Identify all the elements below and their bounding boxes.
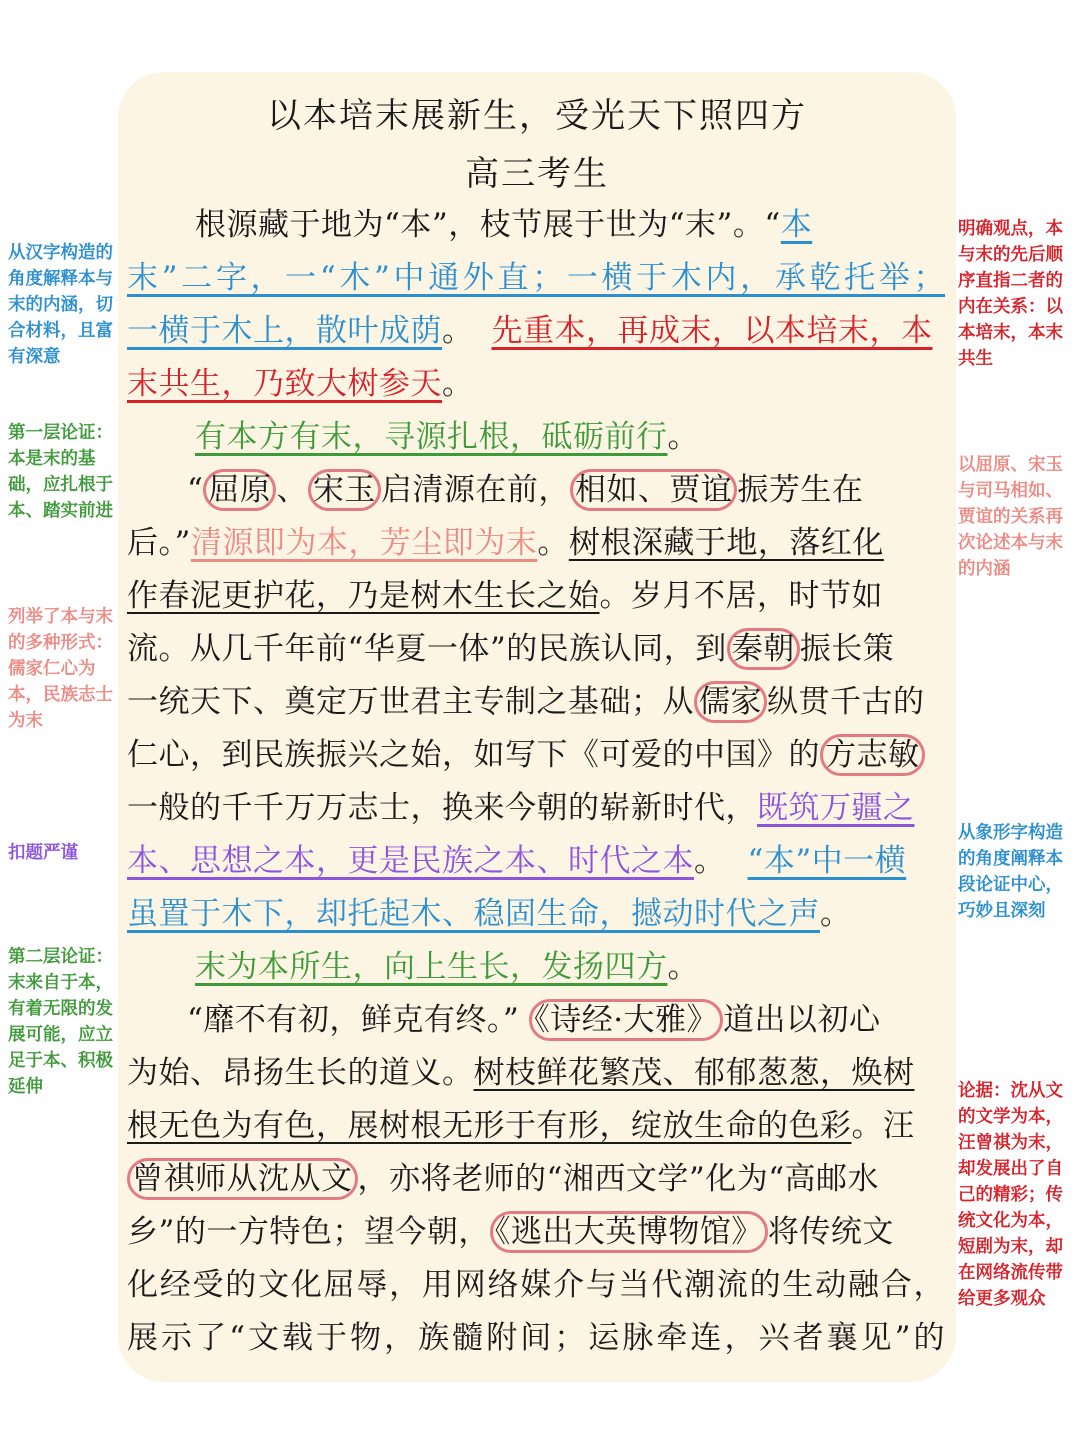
annotation-right: 论据：沈从文的文学为本，汪曾祺为末，却发展出了自己的精彩；传统文化为本，短剧为末，却在网络流传带给更多观众	[958, 1081, 1063, 1309]
annotation-left: 第二层论证：末来自于本，有着无限的发展可能，应立足于本、积极延伸	[8, 947, 113, 1097]
essay-line	[127, 1155, 945, 1203]
highlight-red: 末共生，乃致大树参天	[127, 366, 442, 402]
circled-title: 《逃出大英博物馆》	[490, 1211, 768, 1253]
highlight-blue: 虽置于木下，却托起木、稳固生命，撼动时代之声	[127, 896, 820, 932]
text-span: 一般的千千万万志士，换来今朝的崭新时代，	[127, 790, 757, 826]
text-span: 。岁月不居，时节如	[599, 578, 883, 614]
text-span: 。	[537, 525, 569, 561]
essay-line	[127, 890, 945, 938]
essay-line: 末”二字，一“木”中通外直；一横于木内，承乾托举；	[127, 260, 945, 296]
text-span: “靡不有初，鲜克有终。”	[187, 1002, 520, 1038]
circled-name: 儒家	[694, 681, 767, 723]
text-span: 、	[276, 472, 308, 508]
circled-name: 屈原	[203, 469, 276, 511]
essay-line	[127, 201, 945, 249]
essay-line	[127, 678, 945, 726]
text-span: 振长策	[799, 631, 895, 667]
annotation-left: 第一层论证：本是末的基础，应扎根于本、踏实前进	[8, 423, 113, 521]
essay-line	[127, 784, 945, 832]
text-span: 纵贯千古的	[767, 684, 925, 720]
circled-name: 相如、贾谊	[570, 469, 738, 511]
essay-line	[127, 572, 945, 620]
essay-line	[127, 837, 945, 885]
text-span: 。	[820, 896, 852, 932]
highlight-blue: 本	[780, 207, 813, 243]
text-span: 乡”的一方特色；望今朝，	[127, 1214, 490, 1250]
annotation-right: 从象形字构造的角度阐释本段论证中心，巧妙且深刻	[958, 823, 1063, 921]
circled-name: 秦朝	[727, 628, 800, 670]
annotation-left: 扣题严谨	[8, 843, 78, 863]
highlight-blue: “本”中一横	[747, 843, 907, 879]
essay-line	[127, 307, 945, 355]
essay-line	[127, 996, 945, 1044]
essay-line	[127, 360, 945, 408]
text-span: 仁心，到民族振兴之始，如写下《可爱的中国》的	[127, 737, 820, 773]
circled-name: 方志敏	[820, 734, 925, 776]
text-span: 启清源在前，	[380, 472, 570, 508]
essay-line	[127, 625, 945, 673]
essay-line	[127, 1102, 945, 1150]
highlight-purple: 既筑万疆之	[757, 790, 915, 826]
text-span: 。	[667, 949, 699, 985]
essay-line	[127, 943, 945, 991]
highlight-green: 末为本所生，向上生长，发扬四方	[195, 949, 668, 985]
essay-line	[127, 413, 945, 461]
highlight-pink: 清源即为本，芳尘即为末	[190, 525, 538, 561]
text-span: 。汪	[851, 1108, 915, 1144]
text-span: 后。”	[127, 525, 191, 561]
circled-name: 宋玉	[308, 469, 381, 511]
underlined-text: 作春泥更护花，乃是树木生长之始	[127, 578, 600, 614]
highlight-blue: 一横于木上，散叶成荫	[127, 313, 442, 349]
essay-line	[127, 519, 945, 567]
essay-line: 展示了“文载于物，族髓附间；运脉牵连，兴者襄见”的	[127, 1320, 945, 1356]
annotation-left: 从汉字构造的角度解释本与末的内涵，切合材料，且富有深意	[8, 243, 113, 367]
text-span: 。	[667, 419, 699, 455]
essay-line	[127, 1208, 945, 1256]
text-span: 道出以初心	[723, 1002, 881, 1038]
text-span: “	[187, 472, 204, 508]
highlight-red: 先重本，再成末，以本培末，本	[491, 313, 933, 349]
essay-line	[127, 466, 945, 514]
highlight-purple: 本、思想之本，更是民族之本、时代之本	[127, 843, 694, 879]
text-span: 根源藏于地为“本”，枝节展于世为“末”。“	[195, 207, 781, 243]
highlight-green: 有本方有末，寻源扎根，砥砺前行	[195, 419, 668, 455]
text-span: 流。从几千年前“华夏一体”的民族认同，到	[127, 631, 727, 667]
essay-author: 高三考生	[465, 154, 609, 194]
essay-title: 以本培末展新生，受光天下照四方	[267, 96, 807, 136]
underlined-text: 根无色为有色，展树根无形于有形，绽放生命的色彩	[127, 1108, 852, 1144]
essay-line: 化经受的文化屈辱，用网络媒介与当代潮流的生动融合，	[127, 1267, 945, 1303]
text-span: ，亦将老师的“湘西文学”化为“高邮水	[357, 1161, 880, 1197]
text-span: 将传统文	[767, 1214, 894, 1250]
essay-line	[127, 1049, 945, 1097]
underlined-text: 树枝鲜花繁茂、郁郁葱葱，焕树	[473, 1055, 915, 1091]
text-span: 。	[694, 843, 726, 879]
text-span: 。	[442, 366, 474, 402]
annotation-right: 明确观点，本与末的先后顺序直指二者的内在关系：以本培末，本末共生	[958, 219, 1063, 369]
underlined-text: 树根深藏于地，落红化	[568, 525, 884, 561]
essay-line	[127, 731, 945, 779]
annotation-right: 以屈原、宋玉与司马相如、贾谊的关系再次论述本与末的内涵	[958, 455, 1063, 579]
text-span: 一统天下、奠定万世君主专制之基础；从	[127, 684, 694, 720]
annotation-left: 列举了本与末的多种形式：儒家仁心为本，民族志士为末	[8, 607, 113, 731]
text-span: 。	[442, 313, 474, 349]
text-span: 为始、昂扬生长的道义。	[127, 1055, 474, 1091]
text-span: 振芳生在	[737, 472, 864, 508]
circled-title: 《诗经·大雅》	[529, 999, 723, 1041]
circled-name: 曾祺师从沈从文	[127, 1158, 358, 1200]
